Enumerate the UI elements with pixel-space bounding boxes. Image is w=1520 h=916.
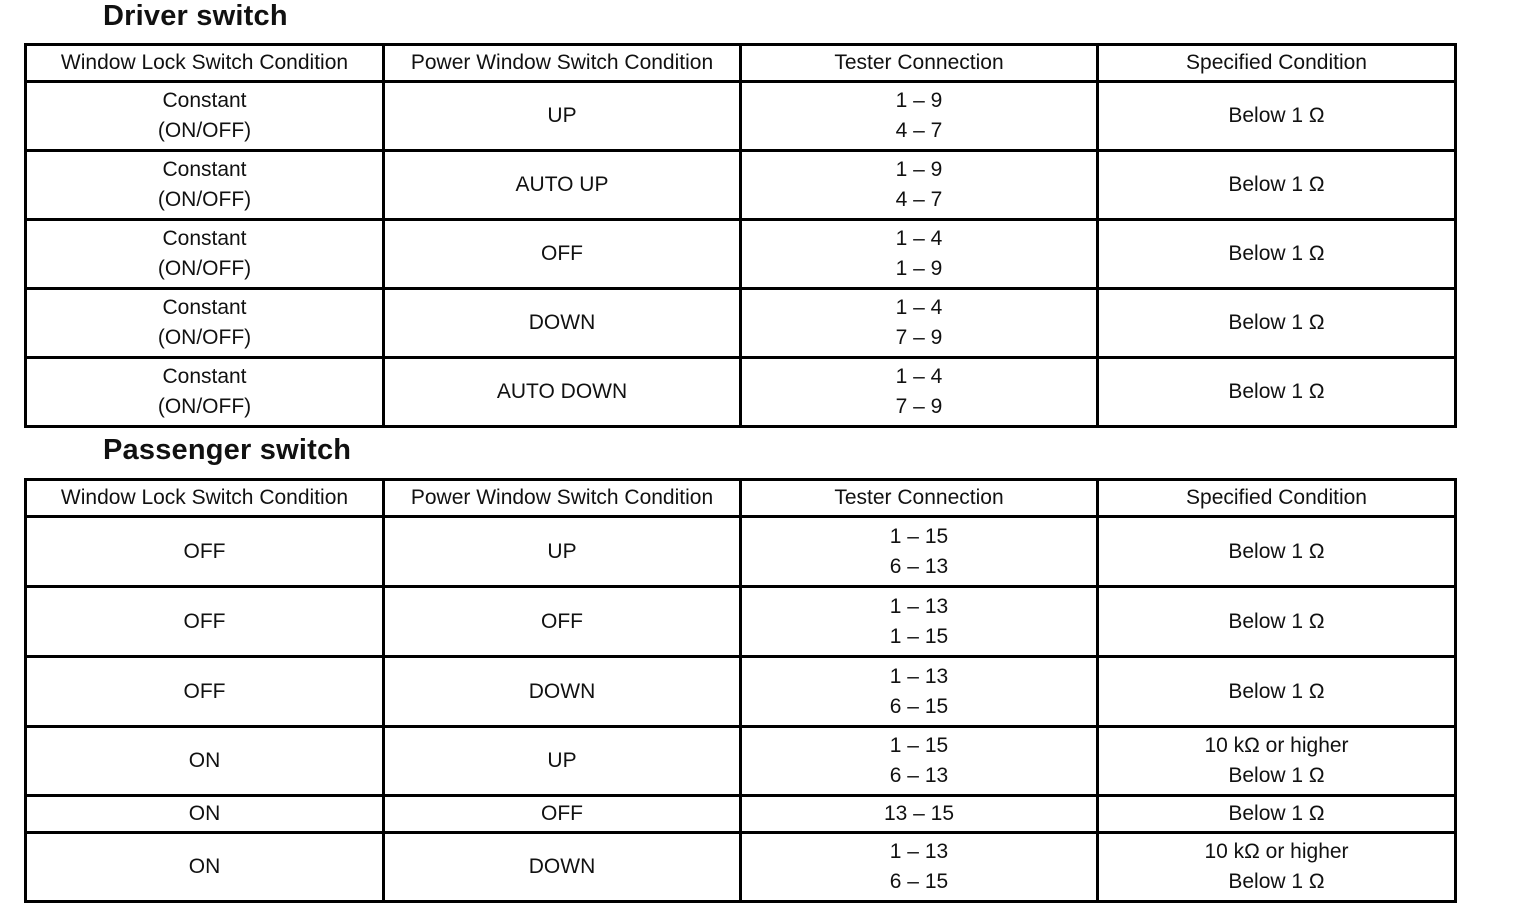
cell-line: 1 – 9: [895, 158, 943, 181]
cell-power-window: [384, 727, 741, 796]
header-window-lock: Window Lock Switch Condition: [26, 480, 384, 517]
cell-window-lock: [26, 82, 384, 151]
cell-line: Below 1 Ω: [1228, 311, 1325, 334]
cell-line: 1 – 15: [889, 524, 949, 548]
cell-power-window: [384, 220, 741, 289]
cell-power-window: [384, 517, 741, 587]
cell-window-lock: [26, 727, 384, 796]
cell-window-lock: [26, 657, 384, 727]
passenger-switch-table: [24, 478, 1457, 903]
table-header-row: [26, 480, 1456, 517]
cell-line: (ON/OFF): [157, 326, 252, 349]
cell-line: OFF: [541, 609, 583, 633]
cell-line: 7 – 9: [895, 326, 943, 349]
cell-window-lock: [26, 833, 384, 902]
cell-line: 13 – 15: [883, 802, 955, 825]
cell-specified-condition: [1098, 220, 1456, 289]
cell-tester-connection: [741, 289, 1098, 358]
cell-power-window: [384, 833, 741, 902]
cell-power-window: [384, 82, 741, 151]
cell-line: 1 – 13: [889, 594, 949, 618]
cell-specified-condition: [1098, 796, 1456, 833]
cell-line: ON: [188, 855, 221, 878]
cell-line: Below 1 Ω: [1228, 764, 1325, 787]
cell-specified-condition: [1098, 727, 1456, 796]
cell-window-lock: [26, 796, 384, 833]
cell-tester-connection: [741, 151, 1098, 220]
table-row: [26, 151, 1456, 220]
cell-line: 1 – 4: [895, 227, 943, 250]
table-header-row: [26, 45, 1456, 82]
cell-line: 1 – 13: [889, 840, 949, 863]
cell-line: ON: [188, 802, 221, 825]
cell-line: 6 – 13: [889, 764, 949, 787]
cell-window-lock: [26, 358, 384, 427]
header-specified-condition: Specified Condition: [1098, 480, 1456, 517]
table-row: [26, 517, 1456, 587]
cell-specified-condition: [1098, 151, 1456, 220]
cell-line: 6 – 15: [889, 870, 949, 893]
cell-line: 1 – 9: [895, 89, 943, 112]
cell-tester-connection: [741, 220, 1098, 289]
cell-specified-condition: [1098, 82, 1456, 151]
cell-window-lock: [26, 151, 384, 220]
cell-line: 1 – 15: [889, 734, 949, 757]
cell-power-window: [384, 358, 741, 427]
cell-line: UP: [547, 749, 577, 772]
cell-line: Below 1 Ω: [1228, 870, 1325, 893]
cell-line: Constant: [162, 227, 247, 250]
cell-line: (ON/OFF): [157, 188, 252, 211]
cell-line: AUTO UP: [515, 173, 609, 196]
cell-specified-condition: [1098, 289, 1456, 358]
cell-line: OFF: [541, 802, 583, 825]
cell-line: Below 1 Ω: [1228, 539, 1325, 563]
cell-line: 1 – 15: [889, 624, 949, 648]
cell-line: Below 1 Ω: [1228, 380, 1325, 403]
passenger-switch-title: Passenger switch: [103, 434, 352, 466]
cell-power-window: [384, 657, 741, 727]
cell-power-window: [384, 796, 741, 833]
driver-switch-title: Driver switch: [103, 0, 288, 32]
cell-power-window: [384, 587, 741, 657]
cell-tester-connection: [741, 796, 1098, 833]
cell-tester-connection: [741, 517, 1098, 587]
cell-line: 10 kΩ or higher: [1204, 734, 1349, 757]
table-row: [26, 289, 1456, 358]
table-row: [26, 587, 1456, 657]
cell-line: DOWN: [528, 311, 596, 334]
cell-line: (ON/OFF): [157, 257, 252, 280]
cell-line: Constant: [162, 158, 247, 181]
cell-window-lock: [26, 587, 384, 657]
cell-tester-connection: [741, 657, 1098, 727]
cell-line: Below 1 Ω: [1228, 173, 1325, 196]
cell-line: Below 1 Ω: [1228, 104, 1325, 127]
cell-specified-condition: [1098, 587, 1456, 657]
cell-line: 4 – 7: [895, 119, 943, 142]
cell-tester-connection: [741, 587, 1098, 657]
table-row: [26, 657, 1456, 727]
cell-line: Constant: [162, 89, 247, 112]
table-row: [26, 796, 1456, 833]
cell-line: 10 kΩ or higher: [1204, 840, 1349, 863]
cell-line: 1 – 9: [895, 257, 943, 280]
cell-window-lock: [26, 220, 384, 289]
table-row: [26, 727, 1456, 796]
cell-specified-condition: [1098, 833, 1456, 902]
cell-window-lock: [26, 289, 384, 358]
cell-power-window: [384, 151, 741, 220]
cell-line: Below 1 Ω: [1228, 609, 1325, 633]
cell-specified-condition: [1098, 517, 1456, 587]
cell-line: AUTO DOWN: [496, 380, 628, 403]
cell-specified-condition: [1098, 657, 1456, 727]
header-power-window: Power Window Switch Condition: [384, 480, 741, 517]
cell-line: DOWN: [528, 855, 596, 878]
cell-line: 1 – 4: [895, 296, 943, 319]
cell-line: (ON/OFF): [157, 395, 252, 418]
header-power-window: Power Window Switch Condition: [384, 45, 741, 82]
cell-window-lock: [26, 517, 384, 587]
cell-line: ON: [188, 749, 221, 772]
cell-line: OFF: [183, 679, 226, 703]
cell-tester-connection: [741, 82, 1098, 151]
cell-line: Constant: [162, 365, 247, 388]
cell-line: UP: [547, 104, 577, 127]
cell-power-window: [384, 289, 741, 358]
header-specified-condition: Specified Condition: [1098, 45, 1456, 82]
cell-line: OFF: [183, 609, 226, 633]
table-row: [26, 220, 1456, 289]
header-tester-connection: Tester Connection: [741, 45, 1098, 82]
cell-line: 7 – 9: [895, 395, 943, 418]
cell-tester-connection: [741, 727, 1098, 796]
cell-line: 1 – 13: [889, 664, 949, 688]
cell-line: Below 1 Ω: [1228, 802, 1325, 825]
cell-line: 6 – 13: [889, 554, 949, 578]
cell-line: Below 1 Ω: [1228, 679, 1325, 703]
cell-tester-connection: [741, 833, 1098, 902]
cell-line: 1 – 4: [895, 365, 943, 388]
cell-specified-condition: [1098, 358, 1456, 427]
cell-line: (ON/OFF): [157, 119, 252, 142]
cell-line: Below 1 Ω: [1228, 242, 1325, 265]
cell-line: OFF: [183, 539, 226, 563]
cell-line: OFF: [541, 242, 583, 265]
table-row: [26, 358, 1456, 427]
table-row: [26, 833, 1456, 902]
cell-line: 6 – 15: [889, 694, 949, 718]
cell-line: DOWN: [528, 679, 596, 703]
cell-tester-connection: [741, 358, 1098, 427]
header-tester-connection: Tester Connection: [741, 480, 1098, 517]
header-window-lock: Window Lock Switch Condition: [26, 45, 384, 82]
table-row: [26, 82, 1456, 151]
cell-line: Constant: [162, 296, 247, 319]
cell-line: UP: [547, 539, 577, 563]
cell-line: 4 – 7: [895, 188, 943, 211]
driver-switch-table: [24, 43, 1457, 428]
